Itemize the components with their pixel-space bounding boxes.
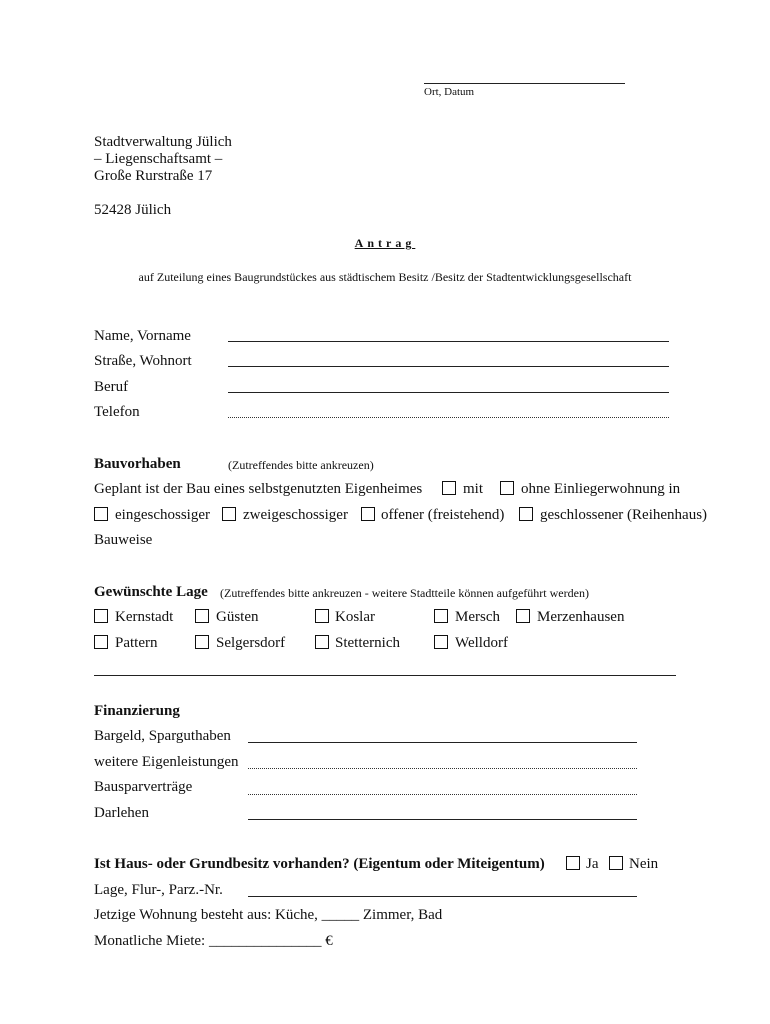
bausparvertraege-field[interactable]: [248, 794, 637, 795]
bargeld-label: Bargeld, Sparguthaben: [94, 728, 231, 744]
zweigeschossig-checkbox[interactable]: [222, 507, 236, 521]
lage-label-koslar: Koslar: [335, 609, 375, 625]
euro-symbol: €: [325, 933, 333, 949]
street-field[interactable]: [228, 366, 669, 367]
wohnung-prefix: Jetzige Wohnung besteht aus: Küche,: [94, 907, 318, 923]
address-line-2: – Liegenschaftsamt –: [94, 151, 223, 167]
street-label: Straße, Wohnort: [94, 353, 192, 369]
eigenleistungen-label: weitere Eigenleistungen: [94, 754, 239, 770]
lage-checkbox-stetternich[interactable]: [315, 635, 329, 649]
ort-datum-line[interactable]: [424, 83, 625, 84]
zimmer-count-field[interactable]: _____: [321, 907, 360, 923]
name-field[interactable]: [228, 341, 669, 342]
wohnung-line: [94, 907, 442, 924]
document-title: Antrag: [354, 236, 416, 250]
name-label: Name, Vorname: [94, 328, 191, 344]
lage-label-selgersdorf: Selgersdorf: [216, 635, 286, 651]
mit-label: mit: [463, 481, 484, 497]
lage-label-pattern: Pattern: [115, 635, 158, 651]
flur-label: Lage, Flur-, Parz.-Nr.: [94, 882, 223, 898]
lage-heading: Gewünschte Lage: [94, 584, 208, 600]
lage-hint: (Zutreffendes bitte ankreuzen - weitere Stadtteile können aufgeführt werden): [220, 586, 589, 600]
miete-line: [94, 933, 333, 950]
darlehen-label: Darlehen: [94, 805, 149, 821]
lage-additional-field[interactable]: [94, 675, 676, 676]
lage-label-welldorf: Welldorf: [455, 635, 508, 651]
document-subtitle: auf Zuteilung eines Baugrundstückes aus städtischem Besitz /Besitz der Stadtentwicklungsgesellschaft: [138, 270, 632, 284]
miete-field[interactable]: _______________: [208, 933, 322, 949]
lage-checkbox-guesten[interactable]: [195, 609, 209, 623]
eingeschossig-label: eingeschossiger: [115, 507, 210, 523]
lage-checkbox-mersch[interactable]: [434, 609, 448, 623]
job-label: Beruf: [94, 379, 129, 395]
darlehen-field[interactable]: [248, 819, 637, 820]
finanzierung-heading: Finanzierung: [94, 703, 180, 719]
offen-label: offener (freistehend): [381, 507, 505, 523]
bargeld-field[interactable]: [248, 742, 637, 743]
ohne-checkbox[interactable]: [500, 481, 514, 495]
address-postcode-city: 52428 Jülich: [94, 202, 172, 218]
zweigeschossig-label: zweigeschossiger: [243, 507, 348, 523]
ja-checkbox[interactable]: [566, 856, 580, 870]
phone-field[interactable]: [228, 417, 669, 418]
nein-checkbox[interactable]: [609, 856, 623, 870]
lage-label-merzenhausen: Merzenhausen: [537, 609, 625, 625]
address-line-3: Große Rurstraße 17: [94, 168, 213, 184]
bauvorhaben-hint: (Zutreffendes bitte ankreuzen): [228, 458, 374, 472]
phone-label: Telefon: [94, 404, 140, 420]
lage-label-mersch: Mersch: [455, 609, 500, 625]
lage-checkbox-merzenhausen[interactable]: [516, 609, 530, 623]
bauweise-label: Bauweise: [94, 532, 153, 548]
ort-datum-label: Ort, Datum: [424, 86, 475, 98]
ja-label: Ja: [586, 856, 599, 872]
eingeschossig-checkbox[interactable]: [94, 507, 108, 521]
nein-label: Nein: [629, 856, 659, 872]
geschlossen-label: geschlossener (Reihenhaus): [540, 507, 708, 523]
lage-checkbox-koslar[interactable]: [315, 609, 329, 623]
address-line-1: Stadtverwaltung Jülich: [94, 134, 232, 150]
eigenleistungen-field[interactable]: [248, 768, 637, 769]
mit-checkbox[interactable]: [442, 481, 456, 495]
ohne-label: ohne Einliegerwohnung in: [521, 481, 681, 497]
lage-checkbox-selgersdorf[interactable]: [195, 635, 209, 649]
lage-label-kernstadt: Kernstadt: [115, 609, 174, 625]
flur-field[interactable]: [248, 896, 637, 897]
wohnung-suffix: Zimmer, Bad: [362, 907, 443, 923]
lage-checkbox-pattern[interactable]: [94, 635, 108, 649]
lage-label-stetternich: Stetternich: [335, 635, 400, 651]
bausparvertraege-label: Bausparverträge: [94, 779, 193, 795]
miete-label: Monatliche Miete:: [94, 933, 206, 949]
lage-checkbox-welldorf[interactable]: [434, 635, 448, 649]
planned-label: Geplant ist der Bau eines selbstgenutzten Eigenheimes: [94, 481, 423, 497]
bauvorhaben-heading: Bauvorhaben: [94, 456, 181, 472]
job-field[interactable]: [228, 392, 669, 393]
besitz-question: Ist Haus- oder Grundbesitz vorhanden? (Eigentum oder Miteigentum): [94, 856, 545, 872]
offen-checkbox[interactable]: [361, 507, 375, 521]
lage-checkbox-kernstadt[interactable]: [94, 609, 108, 623]
lage-label-guesten: Güsten: [216, 609, 259, 625]
geschlossen-checkbox[interactable]: [519, 507, 533, 521]
